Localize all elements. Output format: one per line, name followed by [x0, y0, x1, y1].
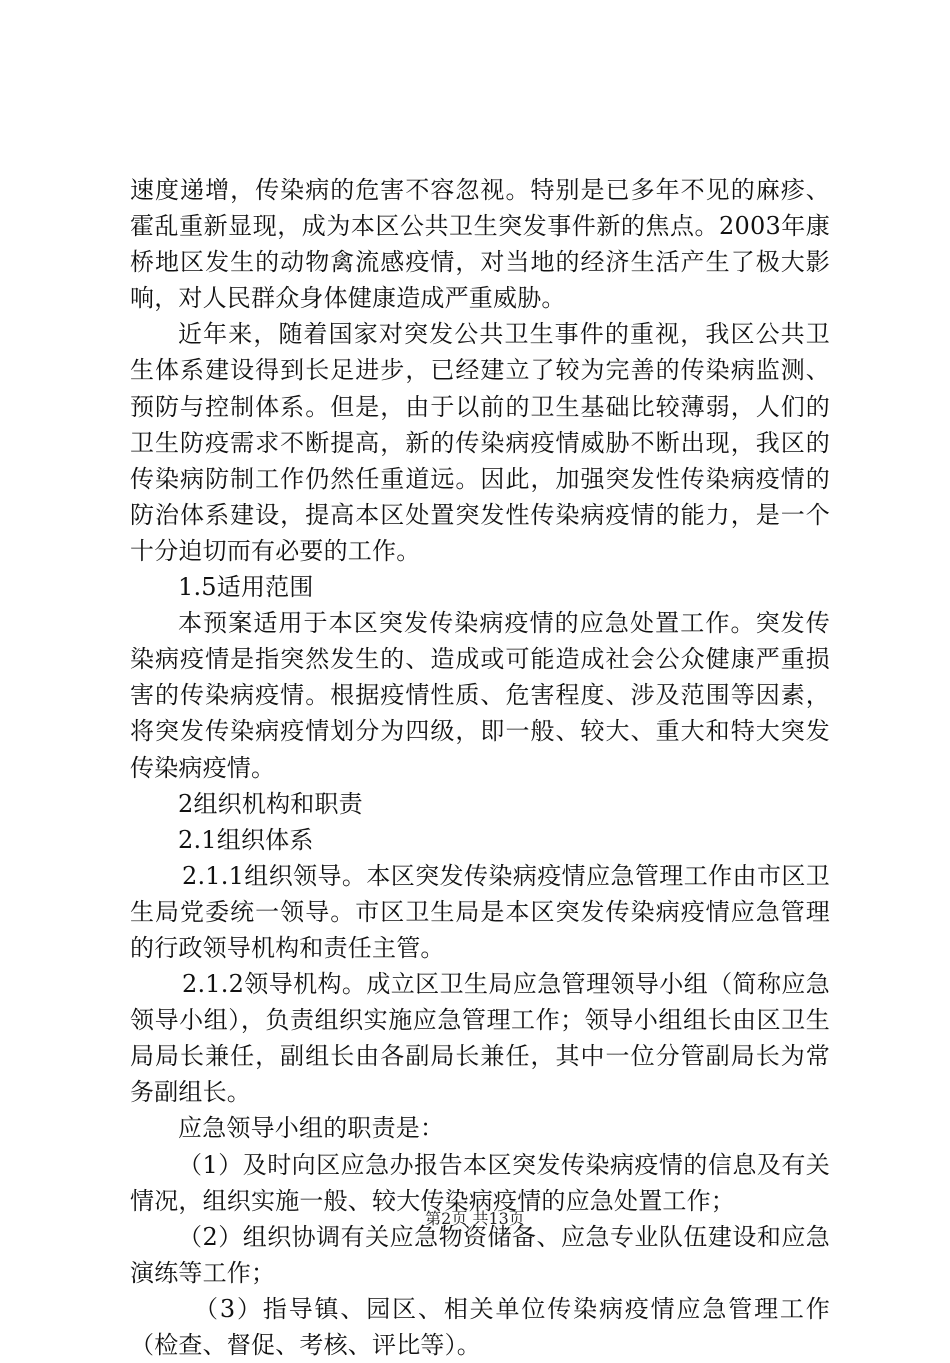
paragraph-org-leadership: 2.1.1组织领导。本区突发传染病疫情应急管理工作由市区卫生局党委统一领导。市区卫生局是本区突发传染病疫情应急管理的行政领导机构和责任主管。: [130, 861, 830, 962]
section-heading-scope: 1.5适用范围: [178, 573, 314, 602]
section-heading-organization: 2组织机构和职责: [178, 789, 363, 818]
paragraph-leading-body: 2.1.2领导机构。成立区卫生局应急管理领导小组（简称应急领导小组），负责组织实施应急管理工作；领导小组组长由区卫生局局长兼任，副组长由各副局长兼任，其中一位分管副局长为常务副组长。: [130, 970, 830, 1107]
paragraph-continuation: 速度递增，传染病的危害不容忽视。特别是已多年不见的麻疹、霍乱重新显现，成为本区公共卫生突发事件新的焦点。2003年康桥地区发生的动物禽流感疫情，对当地的经济生活产生了极大影响，对人民群众身体健康造成严重威胁。: [130, 176, 830, 313]
list-item-duty-2: （2）组织协调有关应急物资储备、应急专业队伍建设和应急演练等工作；: [130, 1222, 830, 1287]
document-body: [130, 172, 830, 1363]
paragraph-background: 近年来，随着国家对突发公共卫生事件的重视，我区公共卫生体系建设得到长足进步，已经建立了较为完善的传染病监测、预防与控制体系。但是，由于以前的卫生基础比较薄弱，人们的卫生防疫需求不断提高，新的传染病疫情威胁不断出现，我区的传染病防制工作仍然任重道远。因此，加强突发性传染病疫情的防治体系建设，提高本区处置突发性传染病疫情的能力，是一个十分迫切而有必要的工作。: [130, 320, 830, 565]
paragraph-scope: 本预案适用于本区突发传染病疫情的应急处置工作。突发传染病疫情是指突然发生的、造成或可能造成社会公众健康严重损害的传染病疫情。根据疫情性质、危害程度、涉及范围等因素，将突发传染病疫情划分为四级，即一般、较大、重大和特大突发传染病疫情。: [130, 609, 830, 782]
section-heading-org-system: 2.1组织体系: [178, 825, 314, 854]
paragraph-duties-intro: 应急领导小组的职责是：: [178, 1114, 445, 1143]
list-item-duty-1: （1）及时向区应急办报告本区突发传染病疫情的信息及有关情况，组织实施一般、较大传染病疫情的应急处置工作；: [130, 1150, 830, 1215]
page-number-footer: 第2页 共13页: [425, 1209, 525, 1228]
list-item-duty-3: （3）指导镇、园区、相关单位传染病疫情应急管理工作（检查、督促、考核、评比等）。: [130, 1294, 830, 1359]
